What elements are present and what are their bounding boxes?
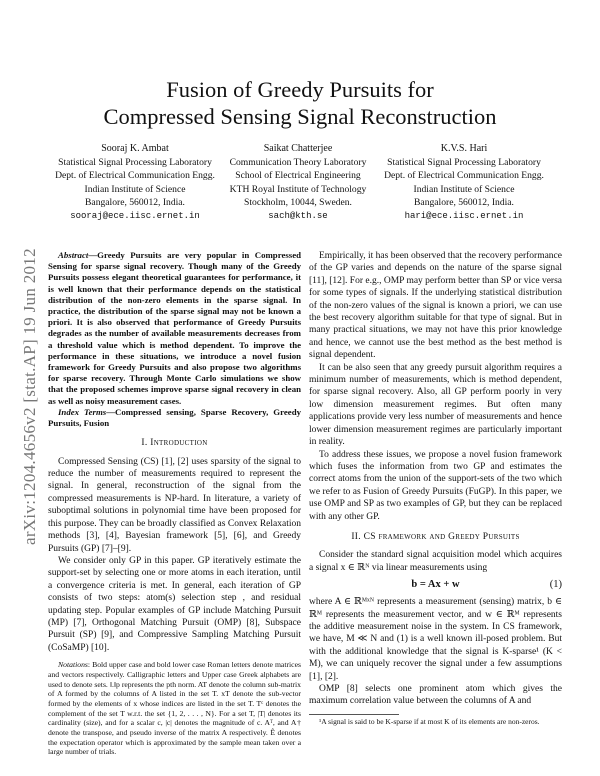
left-column xyxy=(48,250,301,757)
abstract-text: —Greedy Pursuits are very popular in Compressed Sensing for sparse signal recovery. Though many of the Greedy Pursuits possess elegant theoretical guarantees for performance, it is well known that their performance depends on the statistical distribution of the non-zero elements in the sparse signal. In practice, the distribution of the sparse signal may not be known a priori. It is also observed that performance of Greedy Pursuits degrades as the number of available measurements decreases from a threshold value which is method dependent. To improve the performance in these situations, we introduce a novel fusion framework for Greedy Pursuits and also propose two algorithms for sparse recovery. Through Monte Carlo simulations we show that the proposed schemes improve sparse signal recovery in clean as well as noisy measurement cases. xyxy=(48,250,301,406)
author-affiliation: Bangalore, 560012, India. xyxy=(414,197,514,209)
author-block-2 xyxy=(208,142,388,224)
paper-title xyxy=(0,76,600,130)
author-name: Saikat Chatterjee xyxy=(263,143,333,154)
author-name: Sooraj K. Ambat xyxy=(101,143,169,154)
author-affiliation: Dept. of Electrical Communication Engg. xyxy=(384,170,544,182)
abstract xyxy=(48,250,301,407)
author-block-1 xyxy=(45,142,225,224)
paragraph: Compressed Sensing (CS) [1], [2] uses sparsity of the signal to reduce the number of measurements required to represent the signal. In general, reconstruction of the signal from the compressed measurements is NP-hard. In literature, a variety of suboptimal solutions in polynomial time have been proposed for this purpose. They can be broadly classified as Convex Relaxation methods [3], [4], Bayesian framework [5], [6], and Greedy Pursuits (GP) [7]–[9]. xyxy=(48,456,301,554)
author-name: K.V.S. Hari xyxy=(440,143,488,154)
author-affiliation: Statistical Signal Processing Laboratory xyxy=(58,156,212,168)
paragraph: To address these issues, we propose a novel fusion framework which fuses the information from two GP and estimates the correct atoms from the union of the support-sets of the two which we refer to as Fusion of Greedy Pursuits (FuGP). In this paper, we use OMP and SP as two examples of GP, but they can be replaced with any other GP. xyxy=(309,449,562,522)
author-email: sooraj@ece.iisc.ernet.in xyxy=(70,210,200,221)
author-affiliation: Indian Institute of Science xyxy=(84,183,186,195)
paragraph: It can be also seen that any greedy pursuit algorithm requires a minimum number of measurements, which is method dependent, for sparse signal recovery. Also, all GP perform poorly in very low dimension measurement regimes. But often many applications provide very less number of measurements and hence lower dimension measurement regimes are particularly important in reality. xyxy=(309,362,562,448)
author-affiliation: School of Electrical Engineering xyxy=(235,170,361,182)
paragraph: Empirically, it has been observed that the recovery performance of the GP varies and depends on the nature of the sparse signal [11], [12]. For e.g., OMP may perform better than SP or vice versa for some types of signals. If the underlying statistical distribution of the non-zero values of the signal is known a priori, we can use the best recovery algorithm suitable for that type of signal. But in many practical situations, we may not have this prior knowledge and hence, we cannot use the best method as the best method is signal dependent. xyxy=(309,251,563,361)
author-block-3 xyxy=(374,142,554,224)
equation: b = Ax + w xyxy=(411,579,460,591)
section-heading: I. Introduction xyxy=(141,438,208,449)
paragraph: OMP [8] selects one prominent atom which gives the maximum correlation value between the columns of A and xyxy=(309,684,562,707)
abstract-label: Abstract xyxy=(58,250,89,260)
index-terms-label: Index Terms xyxy=(58,406,107,417)
title-line-1: Fusion of Greedy Pursuits for xyxy=(166,77,434,102)
notation-label: Notations xyxy=(58,660,88,670)
author-affiliation: KTH Royal Institute of Technology xyxy=(229,183,367,195)
author-email: sach@kth.se xyxy=(268,210,328,221)
footnote: ¹A signal is said to be K-sparse if at most K of its elements are non-zeros. xyxy=(319,716,540,726)
author-affiliation: Indian Institute of Science xyxy=(413,183,515,195)
index-terms-text: —Compressed sensing, Sparse Recovery, Greedy Pursuits, Fusion xyxy=(48,406,301,429)
author-affiliation: Stockholm, 10044, Sweden. xyxy=(244,197,352,209)
paragraph: We consider only GP in this paper. GP iteratively estimate the support-set by selecting one or more atoms in each iteration, until a convergence criteria is met. In general, each iteration of GP consists of two steps: atom(s) selection step , and residual updating step. Popular examples of GP include Matching Pursuit (MP) [7], Orthogonal Matching Pursuit (OMP) [8], Subspace Pursuit (SP) [9], and Compressive Sampling Matching Pursuit (CoSaMP) [10]. xyxy=(48,555,301,653)
author-affiliation: Bangalore, 560012, India. xyxy=(85,197,185,209)
notation-text: : Bold upper case and bold lower case Roman letters denote matrices and vectors respectively. Calligraphic letters and Upper case Greek alphabets are used to denote sets. ‖.‖p represents the pth norm. AT denote the column sub-matrix of A formed by the columns of A listed in the set T. xT denote the sub-vector formed by the elements of x whose indices are listed in the set T. Tᶜ denotes the complement of the set T w.r.t. the set {1, 2, . . . , N}. For a set T, |T| denotes its cardinality (size), and for a scalar c, |c| denotes the magnitude of c. Aᵀ, and A† denote the transpose, and pseudo inverse of the matrix A respectively. Ê denotes the expectation operator which is approximated by the sample mean taken over a large number of trials. xyxy=(48,660,301,757)
section-heading: II. CS framework and Greedy Pursuits xyxy=(351,531,520,542)
notation-note xyxy=(48,660,301,757)
paragraph: Consider the standard signal acquisition model which acquires a signal x ∈ ℝᴺ via linear measurements using xyxy=(309,550,562,573)
footnote-rule xyxy=(309,714,399,715)
paragraph: where A ∈ ℝᴹˣᴺ represents a measurement (sensing) matrix, b ∈ ℝᴹ represents the measurement vector, and w ∈ ℝᴹ represents the additive measurement noise in the system. In CS framework, we have, M ≪ N and (1) is a well known ill-posed problem. But with the additional knowledge that the signal is K-sparse¹ (K < M), we can uniquely recover the signal under a few assumptions [1], [2]. xyxy=(309,597,562,682)
index-terms xyxy=(48,407,301,429)
author-affiliation: Statistical Signal Processing Laboratory xyxy=(387,156,541,168)
right-column xyxy=(309,250,562,726)
author-affiliation: Dept. of Electrical Communication Engg. xyxy=(55,170,215,182)
author-email: hari@ece.iisc.ernet.in xyxy=(404,210,524,221)
title-line-2: Compressed Sensing Signal Reconstruction xyxy=(103,104,497,129)
arxiv-id: arXiv:1204.4656v2 [stat.AP] 19 Jun 2012 xyxy=(20,248,39,545)
equation-block xyxy=(309,574,562,596)
equation-number: (1) xyxy=(549,579,562,591)
author-affiliation: Communication Theory Laboratory xyxy=(229,156,367,168)
